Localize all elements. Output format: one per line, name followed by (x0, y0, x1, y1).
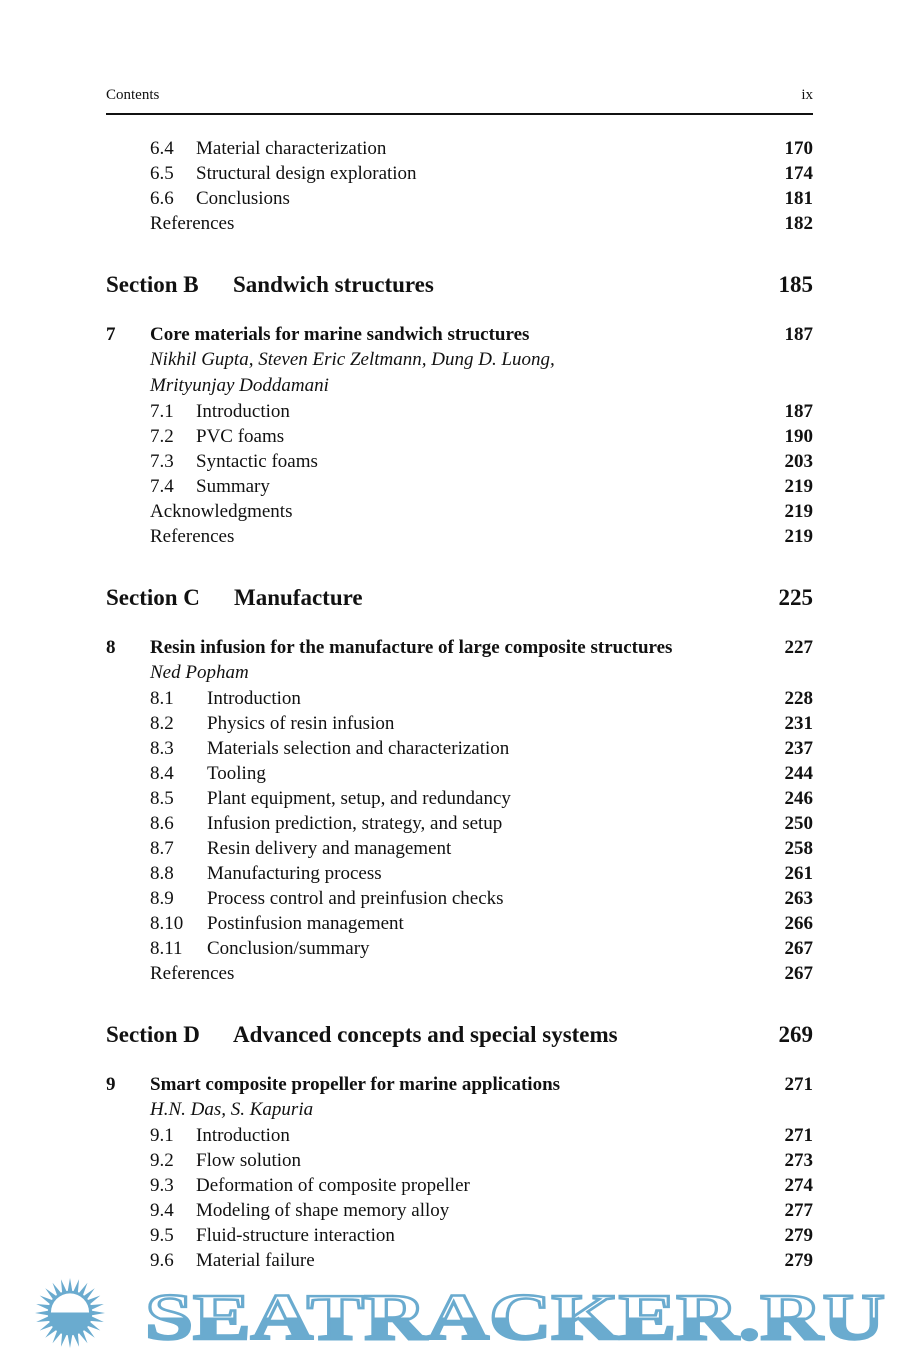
chapter-entry[interactable] (106, 635, 813, 660)
chapter-authors (106, 347, 813, 373)
entry-number: 8.5 (150, 788, 174, 809)
entry-number: 7.1 (150, 401, 174, 422)
entry-title: Introduction (196, 1125, 290, 1146)
toc-entry[interactable] (106, 1148, 813, 1173)
seatracker-watermark (0, 1277, 900, 1350)
entry-title: Process control and preinfusion checks (207, 888, 504, 909)
entry-page: 279 (784, 1225, 813, 1246)
entry-number: 8.1 (150, 688, 174, 709)
toc-entry[interactable] (106, 424, 813, 449)
toc-entry[interactable] (106, 711, 813, 736)
entry-number: 9.5 (150, 1225, 174, 1246)
toc-entry[interactable] (106, 686, 813, 711)
entry-page: 219 (784, 476, 813, 497)
chapter-authors (106, 660, 813, 686)
entry-title: Manufacture (234, 585, 363, 610)
entry-number: 8.11 (150, 938, 183, 959)
entry-title: Advanced concepts and special systems (233, 1022, 618, 1047)
entry-title: Material characterization (196, 138, 387, 159)
watermark-text: SEATRACKER.RU (145, 1281, 886, 1350)
toc-entry[interactable] (106, 186, 813, 211)
entry-number: Section D (106, 1022, 200, 1047)
entry-number: 8.2 (150, 713, 174, 734)
entry-number: Section C (106, 585, 200, 610)
entry-number: 7.3 (150, 451, 174, 472)
toc-entry[interactable] (106, 1248, 813, 1273)
entry-page: 271 (784, 1074, 813, 1095)
toc-entry[interactable] (106, 836, 813, 861)
toc-entry[interactable] (106, 499, 813, 524)
entry-page: 219 (784, 526, 813, 547)
entry-number: 9.6 (150, 1250, 174, 1271)
table-of-contents (106, 136, 813, 1273)
entry-title: Summary (196, 476, 270, 497)
entry-title: Material failure (196, 1250, 315, 1271)
entry-title: References (150, 963, 235, 984)
entry-title: Manufacturing process (207, 863, 382, 884)
entry-title: Physics of resin infusion (207, 713, 395, 734)
toc-entry[interactable] (106, 1173, 813, 1198)
entry-page: 190 (784, 426, 813, 447)
entry-page: 271 (784, 1125, 813, 1146)
entry-page: 174 (784, 163, 813, 184)
entry-title: Deformation of composite propeller (196, 1175, 470, 1196)
toc-entry[interactable] (106, 399, 813, 424)
entry-page: 227 (784, 637, 813, 658)
entry-title: Ned Popham (150, 662, 249, 683)
toc-entry[interactable] (106, 886, 813, 911)
toc-entry[interactable] (106, 449, 813, 474)
entry-title: Materials selection and characterization (207, 738, 510, 759)
entry-number: 7.4 (150, 476, 174, 497)
entry-title: References (150, 213, 235, 234)
entry-page: 246 (784, 788, 813, 809)
entry-number: 7.2 (150, 426, 174, 447)
toc-entry[interactable] (106, 736, 813, 761)
entry-title: Nikhil Gupta, Steven Eric Zeltmann, Dung D. Luong, (150, 349, 555, 370)
entry-title: H.N. Das, S. Kapuria (150, 1099, 314, 1120)
entry-title: Postinfusion management (207, 913, 404, 934)
entry-number: 6.6 (150, 188, 174, 209)
entry-number: 8.9 (150, 888, 174, 909)
entry-page: 269 (778, 1022, 813, 1047)
section-heading[interactable] (106, 582, 813, 614)
toc-entry[interactable] (106, 811, 813, 836)
entry-title: Resin infusion for the manufacture of large composite structures (150, 637, 673, 658)
entry-page: 231 (784, 713, 813, 734)
chapter-entry[interactable] (106, 1072, 813, 1097)
entry-title: Introduction (207, 688, 301, 709)
running-header-title: Contents (106, 87, 160, 103)
entry-title: Modeling of shape memory alloy (196, 1200, 450, 1221)
toc-entry[interactable] (106, 1223, 813, 1248)
entry-page: 225 (778, 585, 813, 610)
chapter-authors (106, 1097, 813, 1123)
entry-number: 8.6 (150, 813, 174, 834)
page-number: ix (801, 87, 813, 103)
entry-page: 203 (784, 451, 813, 472)
entry-page: 182 (784, 213, 813, 234)
entry-title: Flow solution (196, 1150, 302, 1171)
entry-page: 274 (784, 1175, 813, 1196)
entry-number: 7 (106, 324, 116, 345)
entry-page: 244 (784, 763, 813, 784)
entry-title: Mrityunjay Doddamani (150, 375, 329, 396)
toc-entry[interactable] (106, 761, 813, 786)
section-heading[interactable] (106, 269, 813, 301)
toc-entry[interactable] (106, 211, 813, 236)
entry-page: 219 (784, 501, 813, 522)
entry-page: 266 (784, 913, 813, 934)
entry-number: 8.8 (150, 863, 174, 884)
entry-title: Tooling (207, 763, 266, 784)
toc-entry[interactable] (106, 524, 813, 549)
toc-entry[interactable] (106, 961, 813, 986)
entry-number: 6.4 (150, 138, 174, 159)
entry-page: 187 (784, 401, 813, 422)
chapter-entry[interactable] (106, 322, 813, 347)
entry-page: 250 (784, 813, 813, 834)
entry-number: 8.4 (150, 763, 174, 784)
entry-page: 228 (784, 688, 813, 709)
entry-title: Resin delivery and management (207, 838, 452, 859)
entry-page: 261 (784, 863, 813, 884)
entry-page: 258 (784, 838, 813, 859)
entry-page: 181 (784, 188, 813, 209)
entry-title: Acknowledgments (150, 501, 293, 522)
toc-entry[interactable] (106, 161, 813, 186)
entry-page: 267 (784, 938, 813, 959)
entry-title: Syntactic foams (196, 451, 318, 472)
toc-entry[interactable] (106, 861, 813, 886)
entry-title: Conclusions (196, 188, 290, 209)
entry-number: 9 (106, 1074, 116, 1095)
toc-entry[interactable] (106, 1198, 813, 1223)
entry-title: References (150, 526, 235, 547)
entry-title: Infusion prediction, strategy, and setup (207, 813, 503, 834)
entry-number: 8.7 (150, 838, 174, 859)
entry-page: 277 (784, 1200, 813, 1221)
toc-entry[interactable] (106, 936, 813, 961)
section-heading[interactable] (106, 1019, 813, 1051)
toc-entry[interactable] (106, 786, 813, 811)
entry-number: 9.1 (150, 1125, 174, 1146)
chapter-authors (106, 373, 813, 399)
entry-number: Section B (106, 272, 199, 297)
entry-page: 273 (784, 1150, 813, 1171)
toc-entry[interactable] (106, 911, 813, 936)
toc-entry[interactable] (106, 1123, 813, 1148)
entry-title: Core materials for marine sandwich structures (150, 324, 530, 345)
entry-page: 279 (784, 1250, 813, 1271)
entry-page: 185 (778, 272, 813, 297)
entry-page: 263 (784, 888, 813, 909)
entry-title: PVC foams (196, 426, 285, 447)
entry-title: Smart composite propeller for marine applications (150, 1074, 561, 1095)
entry-number: 9.2 (150, 1150, 174, 1171)
toc-entry[interactable] (106, 136, 813, 161)
entry-title: Conclusion/summary (207, 938, 370, 959)
entry-number: 6.5 (150, 163, 174, 184)
entry-title: Introduction (196, 401, 290, 422)
entry-title: Sandwich structures (233, 272, 434, 297)
header-rule (106, 113, 813, 115)
entry-title: Fluid-structure interaction (196, 1225, 395, 1246)
entry-page: 237 (784, 738, 813, 759)
entry-title: Plant equipment, setup, and redundancy (207, 788, 511, 809)
entry-title: Structural design exploration (196, 163, 417, 184)
toc-entry[interactable] (106, 474, 813, 499)
entry-page: 267 (784, 963, 813, 984)
running-header (106, 87, 813, 104)
entry-page: 170 (784, 138, 813, 159)
entry-number: 9.3 (150, 1175, 174, 1196)
entry-number: 8 (106, 637, 116, 658)
entry-number: 8.3 (150, 738, 174, 759)
sun-logo-icon (35, 1278, 105, 1348)
entry-number: 8.10 (150, 913, 184, 934)
entry-page: 187 (784, 324, 813, 345)
entry-number: 9.4 (150, 1200, 174, 1221)
